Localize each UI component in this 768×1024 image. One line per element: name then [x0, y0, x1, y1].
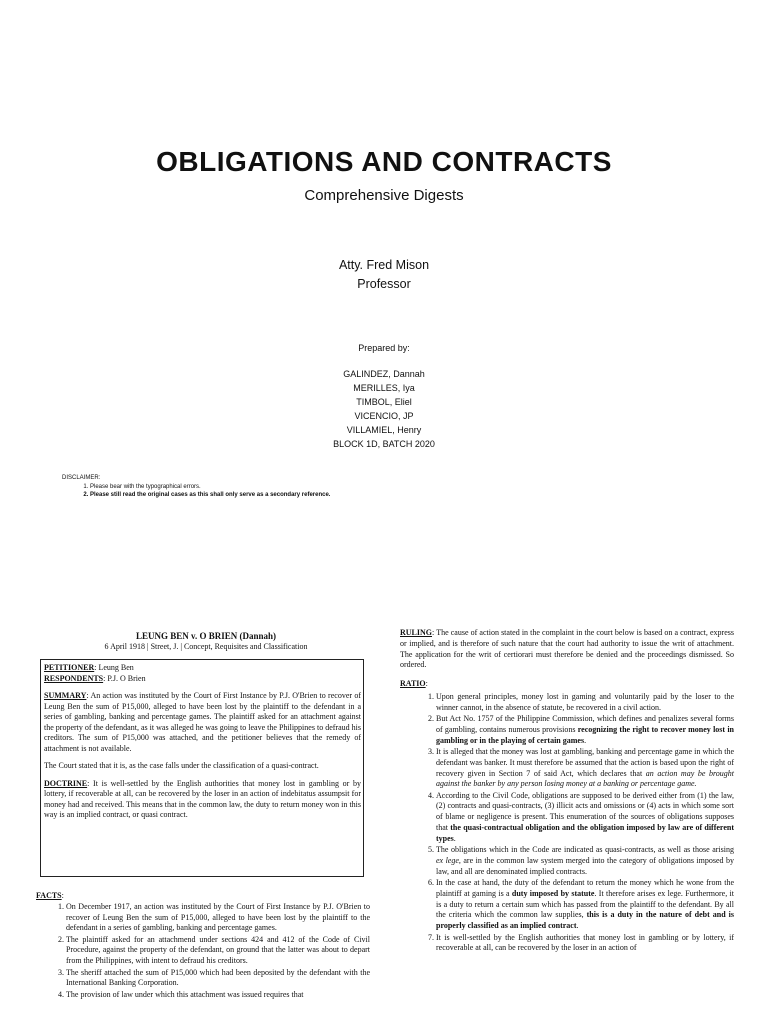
preparer-name: GALINDEZ, Dannah: [343, 369, 425, 379]
ratio-item: 4. According to the Civil Code, obligations are supposed to be derived either from (1) the law, (2) contracts and quasi-contracts, (3) illicit acts and omissions or (4) acts in which some sort of blame or negligence is present. This enumeration of the sources of obligations supposes that the quasi-contractual obligation and the obligation imposed by law are of different types.: [436, 791, 734, 845]
doctrine-paragraph: [44, 779, 361, 821]
disclaimer-list: [62, 483, 330, 500]
ratio-label: RATIO: [400, 679, 426, 689]
ratio-item: 6. In the case at hand, the duty of the defendant to return the money which he wone from the plaintiff at gaming is a duty imposed by statute. It therefore arises ex lege. Furthermore, it is a duty to return a certain sum which has passed from the plaintiff to the defendant. By all the criteria which the common law supplies, this is a duty in the nature of debt and is properly classified as an implied contract.: [436, 878, 734, 932]
fact-item: 1. On December 1917, an action was instituted by the Court of First Instance by P.J. O'Brien to recover of Leung Ben the sum of P15,000, alleged to have been lost by the plaintiff to the defendant in a series of gambling, banking and percentage games.: [66, 902, 370, 934]
ruling-text: : The cause of action stated in the complaint in the court below is based on a contract, express or implied, and is therefore of such nature that the court had authority to issue the writ of attachment. The application for the writ of certiorari must therefore be denied and the proceedings dismissed. So ordered.: [400, 628, 734, 670]
summary-text: : An action was instituted by the Court of First Instance by P.J. O'Brien to recover of Leung Ben the sum of P15,000, alleged to have been lost by the plaintiff to the defendant in a series of gambling, banking and percentage games. The plaintiff asked for an attachment against the property of the defendant, as it was alleged he was going to leave the Philippines to defraud his creditors. The sum of P15,000 was attached, and the petitioner believes that the remedy of attachment is not available.: [44, 691, 361, 753]
ratio-item: 1. Upon general principles, money lost in gaming and voluntarily paid by the loser to the winner cannot, in the absence of statute, be recovered in a civil action.: [436, 692, 734, 714]
fact-item: 3. The sheriff attached the sum of P15,000 which had been deposited by the defendant with the International Banking Corporation.: [66, 968, 370, 990]
case-title: LEUNG BEN v. O BRIEN (Dannah): [135, 631, 277, 641]
fact-item: 4. The provision of law under which this attachment was issued requires that: [66, 990, 370, 1001]
respondents-line: [44, 674, 361, 685]
disclaimer-item: 1. Please bear with the typographical errors.: [90, 483, 330, 492]
preparer-name: TIMBOL, Eliel: [356, 397, 412, 407]
case-summary-box: [40, 659, 364, 877]
preparer-name: VILLAMIEL, Henry: [346, 425, 422, 435]
disclaimer: [62, 474, 330, 500]
fact-item: 2. The plaintiff asked for an attachmend under sections 424 and 412 of the Code of Civil Procedure, against the property of the defendant, on ground that the latter was about to depart from the Philippines, with intent to defraud his creditors.: [66, 935, 370, 967]
ruling-label: RULING: [400, 628, 433, 637]
document-subtitle: Comprehensive Digests: [304, 187, 464, 204]
ratio-item: 7. It is well-settled by the English authorities that money lost in gambling or by lottery, if recoverable at all, can be recovered by the loser in an action of: [436, 933, 734, 955]
prepared-by-label: Prepared by:: [358, 343, 410, 353]
preparer-list: [0, 367, 768, 451]
petitioner-label: PETITIONER: [44, 663, 95, 672]
disclaimer-label: DISCLAIMER:: [62, 475, 101, 481]
ratio-heading: RATIO:: [400, 679, 428, 689]
facts-label: FACTS: [36, 891, 62, 900]
summary-label: SUMMARY: [44, 691, 87, 700]
doctrine-label: DOCTRINE: [44, 778, 88, 788]
petitioner-line: [44, 663, 361, 674]
respondents-label: RESPONDENTS: [44, 673, 104, 683]
block-batch: BLOCK 1D, BATCH 2020: [333, 439, 435, 449]
ratio-item: 3. It is alleged that the money was lost at gambling, banking and percentage game in which the defendant was banker. It must therefore be assumed that the action is based upon the right of recovery given in Section 7 of said Act, which declares that an action may be brought against the banker by any person losing money at a banking or percentage game.: [436, 747, 734, 790]
preparer-name: VICENCIO, JP: [354, 411, 414, 421]
doctrine-text: : It is well-settled by the English authorities that money lost in gambling or by lottery, if recoverable at all, can be recovered by the loser in an action of indebitatus assumpsit for money had and received. This means that in the common law, the duty to return money won in this way is an implied contract, or quasi contract.: [44, 778, 361, 819]
ruling-paragraph: [400, 628, 734, 671]
facts-list: [36, 902, 370, 1001]
professor-name: Atty. Fred Mison: [338, 258, 430, 272]
professor-role: Professor: [357, 277, 411, 291]
summary-paragraph: [44, 691, 361, 754]
ratio-item: 5. The obligations which in the Code are indicated as quasi-contracts, as well as those arising ex lege, are in the common law system merged into the category of obligations imposed by law, and all are denominated implied contracts.: [436, 845, 734, 877]
ratio-item: 2. But Act No. 1757 of the Philippine Commission, which defines and penalizes several forms of gambling, contains numerous provisions recognizing the right to recover money lost in gambling or in the playing of certain games.: [436, 714, 734, 746]
preparer-name: MERILLES, Iya: [353, 383, 415, 393]
facts-section: FACTS: 1. On December 1917, an action was instituted by the Court of First Instance by P.J. O'Brien to recover of Leung Ben the sum of P15,000, alleged to have been lost by the plaintiff to the defendant in a series of gambling, banking and percentage games. 2. The plaintiff asked for an attachmend under sections 424 and 412 of the Code of Civil Procedure, against the property of the defendant, on ground that the latter was about to depart from the Philippines, with intent to defraud his creditors. 3. The sheriff attached the sum of P15,000 which had been deposited by the defendant with the International Banking Corporation. 4. The provision of law under which this attachment was issued requires that: [36, 891, 370, 1001]
ruling-ratio-column: [400, 628, 734, 955]
document-title: OBLIGATIONS AND CONTRACTS: [156, 146, 612, 177]
petitioner-value: : Leung Ben: [94, 663, 134, 672]
case-subtitle: 6 April 1918 | Street, J. | Concept, Requisites and Classification: [104, 642, 308, 651]
respondents-value: : P.J. O Brien: [103, 673, 146, 683]
disclaimer-item: 2. Please still read the original cases as this shall only serve as a secondary reference.: [90, 491, 330, 500]
summary-paragraph-2: The Court stated that it is, as the case falls under the classification of a quasi-contract.: [44, 761, 319, 770]
ratio-list: [400, 692, 734, 954]
